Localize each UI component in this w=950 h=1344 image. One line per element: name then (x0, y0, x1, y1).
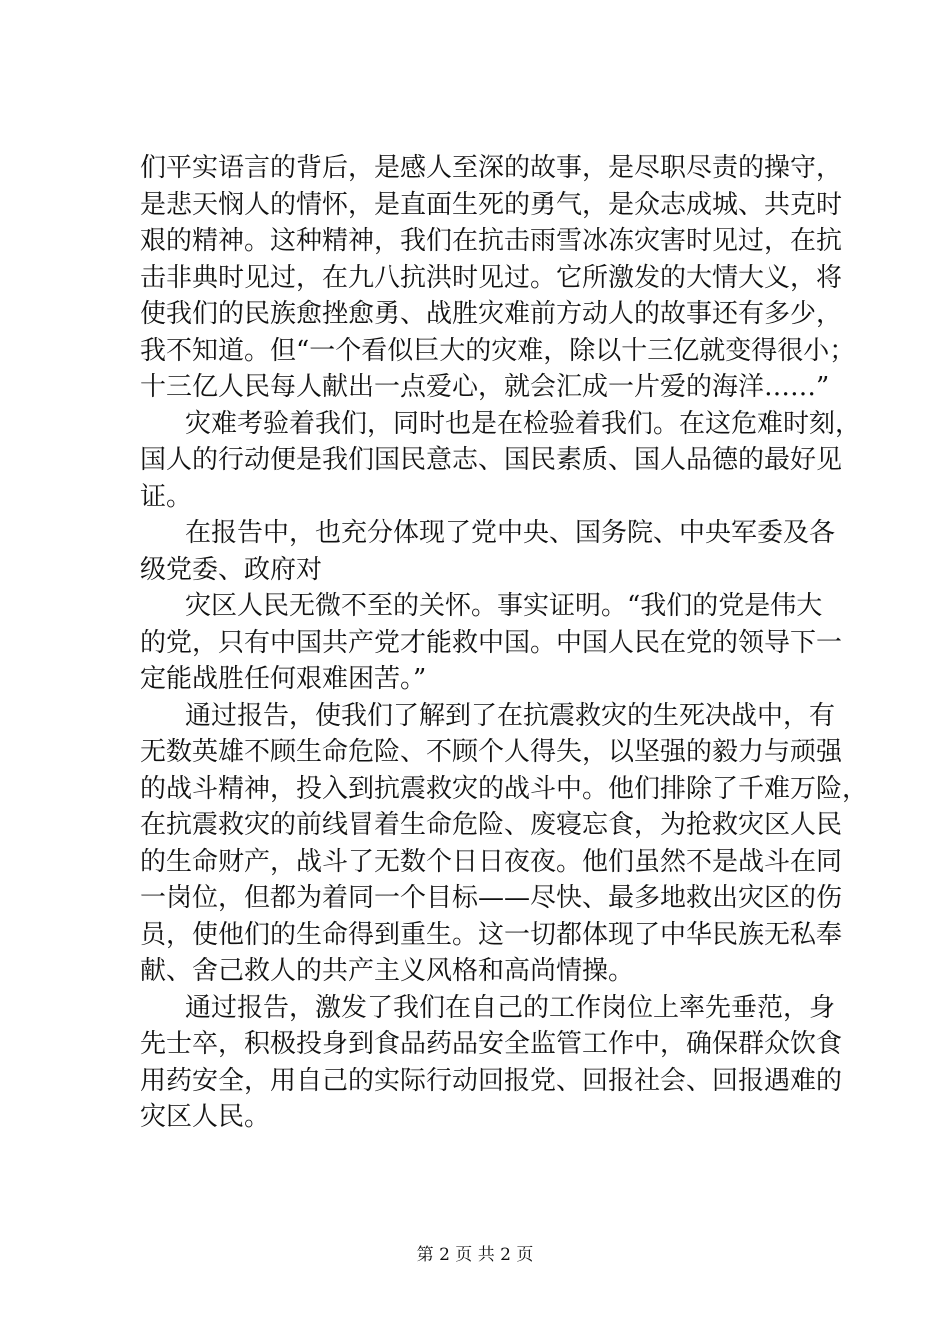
document-body (140, 150, 869, 1136)
text-line: 十三亿人民每人献出一点爱心，就会汇成一片爱的海洋……” (140, 372, 830, 402)
text-line: 员，使他们的生命得到重生。这一切都体现了中华民族无私奉 (140, 919, 843, 950)
text-line: 一岗位，但都为着同一个目标——尽快、最多地救出灾区的伤 (140, 883, 843, 913)
text-line: 的生命财产，战斗了无数个日日夜夜。他们虽然不是战斗在同 (140, 846, 843, 877)
text-line: 无数英雄不顾生命危险、不顾个人得失，以坚强的毅力与顽强 (140, 737, 843, 767)
text-line: 们平实语言的背后，是感人至深的故事，是尽职尽责的操守， (140, 153, 843, 183)
text-line-paragraph-start: 在报告中，也充分体现了党中央、国务院、中央军委及各 (185, 518, 836, 548)
text-line: 我不知道。但“一个看似巨大的灾难，除以十三亿就变得很小； (140, 335, 856, 366)
text-line: 在抗震救灾的前线冒着生命危险、废寝忘食，为抢救灾区人民 (140, 810, 843, 840)
text-line: 级党委、政府对 (140, 554, 323, 585)
text-line: 击非典时见过，在九八抗洪时见过。它所激发的大情大义，将 (140, 262, 843, 293)
text-line-paragraph-start: 通过报告，使我们了解到了在抗震救灾的生死决战中，有 (185, 700, 836, 731)
text-line-paragraph-start: 通过报告，激发了我们在自己的工作岗位上率先垂范，身 (185, 992, 836, 1023)
text-line: 证。 (140, 481, 193, 512)
text-line: 灾区人民。 (140, 1102, 271, 1132)
text-line: 的党，只有中国共产党才能救中国。中国人民在党的领导下一 (140, 627, 843, 658)
text-line: 艰的精神。这种精神，我们在抗击雨雪冰冻灾害时见过，在抗 (140, 226, 843, 256)
text-line: 先士卒，积极投身到食品药品安全监管工作中，确保群众饮食 (140, 1029, 843, 1059)
text-line: 的战斗精神，投入到抗震救灾的战斗中。他们排除了千难万险， (140, 773, 869, 804)
text-line: 用药安全，用自己的实际行动回报党、回报社会、回报遇难的 (140, 1065, 843, 1096)
text-line: 国人的行动便是我们国民意志、国民素质、国人品德的最好见 (140, 445, 843, 475)
text-line-paragraph-start: 灾难考验着我们，同时也是在检验着我们。在这危难时刻， (185, 408, 862, 439)
text-line: 是悲天悯人的情怀，是直面生死的勇气，是众志成城、共克时 (140, 189, 843, 220)
text-line: 定能战胜任何艰难困苦。” (140, 664, 427, 694)
page-number-footer: 第 2 页 共 2 页 (416, 1245, 534, 1265)
text-line: 使我们的民族愈挫愈勇、战胜灾难前方动人的故事还有多少， (140, 299, 843, 329)
text-line: 献、舍己救人的共产主义风格和高尚情操。 (140, 956, 635, 986)
text-line-paragraph-start: 灾区人民无微不至的关怀。事实证明。“我们的党是伟大 (185, 591, 823, 621)
